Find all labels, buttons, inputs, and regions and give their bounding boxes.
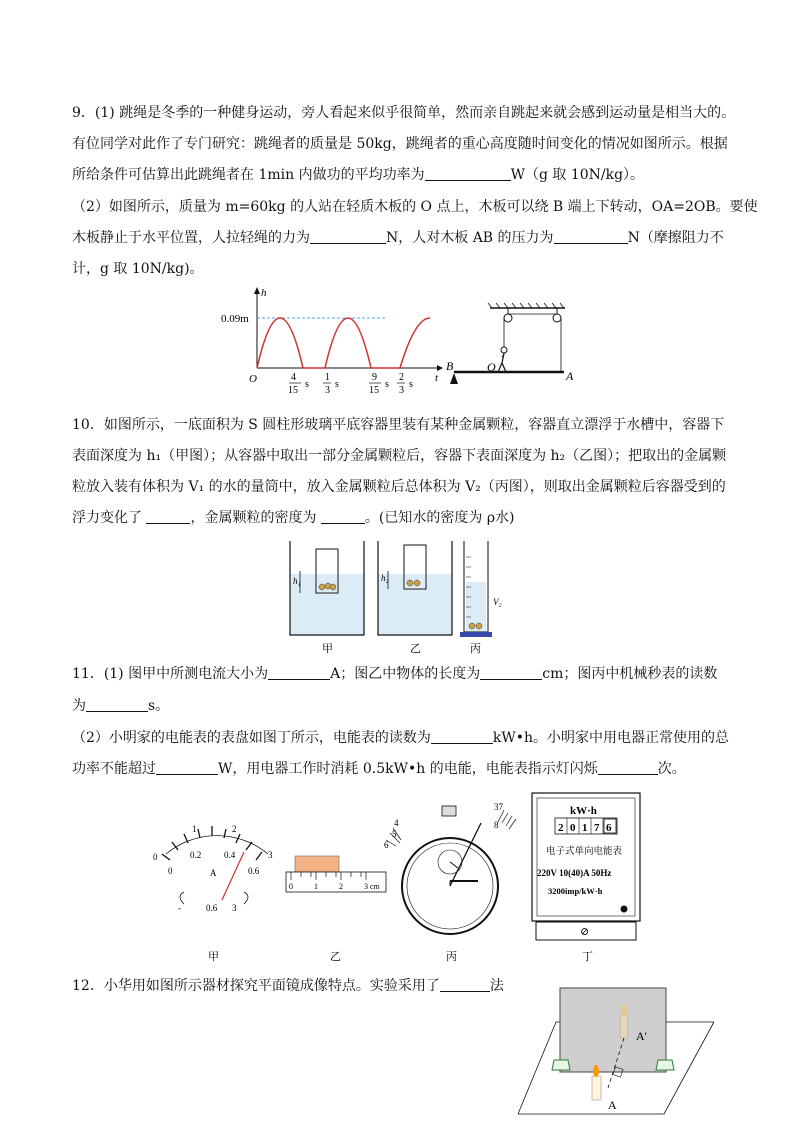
pivot bbox=[450, 373, 458, 384]
tick-label: 9 bbox=[372, 372, 377, 383]
candle bbox=[592, 1076, 601, 1100]
pulley-left bbox=[504, 314, 512, 322]
q9-text: 木板静止于水平位置，人拉轻绳的力为 bbox=[72, 230, 310, 246]
meter-digit: 0 bbox=[570, 822, 576, 834]
q9-text: N，人对木板 AB 的压力为 bbox=[386, 230, 554, 246]
svg-text:s: s bbox=[409, 379, 413, 390]
h2-label: h₂ bbox=[381, 573, 389, 583]
q11-text: 11．(1) 图甲中所测电流大小为 bbox=[72, 666, 269, 682]
ammeter-unit: A bbox=[210, 868, 217, 878]
curve-jump-1 bbox=[257, 318, 303, 368]
figure-caption-ding: 丁 bbox=[582, 951, 593, 963]
q9-line-6: 计，g 取 10N/kg)。 bbox=[72, 261, 204, 277]
figure-caption-yi: 乙 bbox=[410, 643, 421, 655]
terminal-label: 3 bbox=[232, 903, 237, 913]
svg-text:3: 3 bbox=[325, 385, 330, 396]
q9-line-3 bbox=[72, 165, 644, 185]
person-icon bbox=[498, 353, 506, 372]
y-tick-label: 0.09m bbox=[221, 313, 249, 325]
meter-digit: 1 bbox=[582, 822, 588, 834]
ammeter-label: 1 bbox=[192, 824, 197, 834]
answer-blank[interactable] bbox=[440, 977, 490, 992]
tick-label: 2 bbox=[399, 372, 404, 383]
stand-left bbox=[552, 1060, 570, 1070]
plane-mirror-figure bbox=[518, 982, 714, 1116]
ruler bbox=[286, 856, 386, 892]
q10-line-2: 表面深度为 h₁（甲图）；从容器中取出一部分金属颗粒后，容器下表面深度为 h₂（乙图）；把取出的金属颗 bbox=[72, 448, 727, 464]
q11-text: 功率不能超过 bbox=[72, 761, 156, 777]
origin-label: O bbox=[249, 373, 257, 385]
tick-label: 1 bbox=[325, 372, 330, 383]
height-time-graph bbox=[215, 284, 445, 396]
q11-text: 为 bbox=[72, 698, 86, 714]
answer-blank[interactable] bbox=[268, 665, 330, 680]
q9-text: N（摩擦阻力不 bbox=[627, 230, 724, 246]
image-label: A' bbox=[636, 1029, 647, 1043]
q11-text: W，用电器工作时消耗 0.5kW•h 的电能，电能表指示灯闪烁 bbox=[218, 761, 598, 777]
q10-text: 。(已知水的密度为 ρ水) bbox=[364, 510, 515, 526]
candle-flame bbox=[593, 1065, 599, 1077]
q12-line-1 bbox=[72, 976, 504, 996]
q11-text: kW•h。小明家中用电器正常使用的总 bbox=[492, 730, 730, 746]
q9-text: W（g 取 10N/kg）。 bbox=[510, 167, 645, 183]
q11-line-1 bbox=[72, 664, 717, 684]
ammeter-label: 0.4 bbox=[224, 850, 236, 860]
q9-line-5 bbox=[72, 228, 724, 248]
q10-line-1: 10．如图所示，一底面积为 S 圆柱形玻璃平底容器里装有某种金属颗粒，容器直立漂浮于水槽中，容器下 bbox=[72, 417, 725, 433]
meter-digit: 2 bbox=[558, 822, 564, 834]
v2-label: V₂ bbox=[493, 597, 502, 607]
candle-image bbox=[620, 1016, 628, 1038]
q11-line-2 bbox=[72, 696, 169, 716]
stopwatch bbox=[384, 802, 516, 934]
answer-blank[interactable] bbox=[425, 166, 511, 181]
answer-blank[interactable] bbox=[156, 760, 218, 775]
ammeter bbox=[153, 824, 273, 913]
ruler-unit: cm bbox=[370, 882, 380, 891]
ammeter-label: 3 bbox=[268, 850, 273, 860]
ruler-tick-label: 2 bbox=[339, 882, 343, 891]
q10-line-3: 粒放入装有体积为 V₁ 的水的量筒中，放入金属颗粒后总体积为 V₂（丙图），则取出金属颗粒后容器受到的 bbox=[72, 479, 726, 495]
q9-text: 所给条件可估算出此跳绳者在 1min 内做功的平均功率为 bbox=[72, 167, 425, 183]
q12-text: 12．小华用如图所示器材探究平面镜成像特点。实验采用了 bbox=[72, 978, 440, 994]
ruler-tick-label: 1 bbox=[314, 882, 318, 891]
svg-text:s: s bbox=[335, 379, 339, 390]
q10-text: ，金属颗粒的密度为 bbox=[190, 510, 317, 526]
meter-digit: 7 bbox=[594, 822, 600, 834]
svg-text:s: s bbox=[305, 379, 309, 390]
ammeter-label: 2 bbox=[232, 824, 237, 834]
q11-text: cm；图丙中机械秒表的读数 bbox=[542, 666, 718, 682]
answer-blank[interactable] bbox=[554, 229, 628, 244]
stopwatch-label: 8 bbox=[494, 820, 499, 830]
energy-meter bbox=[532, 793, 640, 940]
q11-text: A；图乙中物体的长度为 bbox=[330, 666, 481, 682]
point-A-label: A bbox=[566, 369, 574, 383]
q12-text: 法 bbox=[489, 978, 504, 994]
q11-text: s。 bbox=[148, 698, 170, 714]
answer-blank[interactable] bbox=[321, 509, 365, 524]
point-B-label: B bbox=[446, 359, 454, 373]
instruments-figure bbox=[148, 788, 648, 964]
h-label: h bbox=[261, 287, 267, 299]
ruler-tick-label: 3 bbox=[364, 882, 368, 891]
q9-line-1: 9．(1) 跳绳是冬季的一种健身运动，旁人看起来似乎很简单，然而亲自跳起来就会感到运动量是相当大的。 bbox=[72, 105, 736, 121]
figure-caption-jia: 甲 bbox=[208, 951, 219, 963]
stopwatch-label: 6 bbox=[384, 840, 389, 850]
meter-symbol: ⊘ bbox=[580, 926, 590, 938]
q11-line-3 bbox=[72, 728, 729, 748]
meter-constant: 3200imp/kW·h bbox=[548, 886, 603, 896]
svg-text:3: 3 bbox=[399, 385, 404, 396]
terminal-label: 0.6 bbox=[206, 903, 218, 913]
point-O-label: O bbox=[487, 360, 496, 374]
q11-text: 次。 bbox=[657, 761, 686, 777]
q10-line-4 bbox=[72, 508, 515, 528]
q11-text: （2）小明家的电能表的表盘如图丁所示，电能表的读数为 bbox=[72, 730, 431, 746]
ammeter-label: 0.6 bbox=[248, 866, 260, 876]
stand-right bbox=[656, 1060, 674, 1070]
stopwatch-label: 4 bbox=[394, 818, 399, 828]
terminal-label: - bbox=[178, 903, 181, 913]
answer-blank[interactable] bbox=[431, 729, 493, 744]
t-label: t bbox=[435, 372, 439, 384]
pulley-right bbox=[553, 314, 561, 322]
q10-text: 浮力变化了 bbox=[72, 510, 142, 526]
meter-digit: 6 bbox=[606, 822, 612, 834]
answer-blank[interactable] bbox=[146, 509, 190, 524]
ammeter-label: 0 bbox=[153, 852, 158, 862]
q11-line-4 bbox=[72, 759, 686, 779]
curve-jump-2 bbox=[325, 318, 371, 368]
tick-label: 4 bbox=[291, 372, 296, 383]
meter-unit: kW·h bbox=[570, 805, 597, 817]
stopwatch-label: 37 bbox=[494, 802, 503, 812]
h1-label: h₁ bbox=[293, 576, 301, 586]
q9-line-2: 有位同学对此作了专门研究：跳绳者的质量是 50kg，跳绳者的重心高度随时间变化的情况如图所示。根据 bbox=[72, 136, 728, 152]
svg-text:15: 15 bbox=[288, 385, 298, 396]
svg-text:15: 15 bbox=[369, 385, 379, 396]
float-containers-figure bbox=[286, 537, 516, 657]
lever-pulley-figure bbox=[440, 300, 590, 390]
stopwatch-label: 5 bbox=[392, 829, 397, 839]
answer-blank[interactable] bbox=[310, 229, 386, 244]
ammeter-label: 0 bbox=[168, 866, 173, 876]
figure-caption-bing: 丙 bbox=[446, 951, 457, 963]
meter-rating: 220V 10(40)A 50Hz bbox=[537, 868, 612, 878]
indicator-light bbox=[621, 906, 628, 913]
ruler-tick-label: 0 bbox=[289, 882, 293, 891]
answer-blank[interactable] bbox=[480, 665, 542, 680]
answer-blank[interactable] bbox=[598, 760, 658, 775]
answer-blank[interactable] bbox=[86, 697, 148, 712]
candle-label: A bbox=[608, 1098, 617, 1112]
figure-caption-yi: 乙 bbox=[330, 951, 341, 963]
svg-text:s: s bbox=[385, 379, 389, 390]
figure-caption-bing: 丙 bbox=[470, 643, 481, 655]
ammeter-label: 0.2 bbox=[190, 850, 202, 860]
q9-line-4: （2）如图所示，质量为 m=60kg 的人站在轻质木板的 O 点上，木板可以绕 B 端上下转动，OA=2OB。要使 bbox=[72, 199, 758, 215]
figure-caption-jia: 甲 bbox=[322, 643, 333, 655]
glass-plate bbox=[560, 988, 666, 1072]
meter-name: 电子式单向电能表 bbox=[546, 847, 623, 857]
measured-object bbox=[295, 856, 339, 872]
